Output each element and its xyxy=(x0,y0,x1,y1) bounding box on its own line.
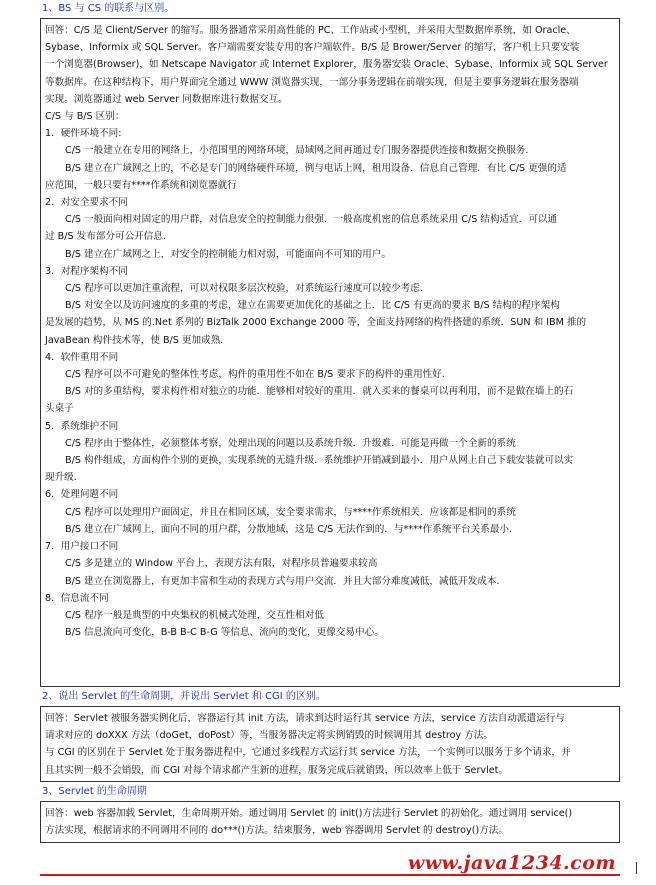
answer-line: C/S 程序由于整体性，必须整体考察，处理出现的问题以及系统升级．升级难．可能是再做一个全新的系统 xyxy=(65,437,516,449)
answer-line: 回答：C/S 是 Client/Server 的缩写。服务器通常采用高性能的 PC、工作站或小型机，并采用大型数据库系统，如 Oracle、 xyxy=(45,25,576,36)
answer-line: 是发展的趋势，从 MS 的.Net 系列的 BizTalk 2000 Exchange 2000 等，全面支持网络的构件搭建的系统．SUN 和 IBM 推的 xyxy=(45,317,587,329)
answer-line: B/S 对安全以及访问速度的多重的考虑，建立在需要更加优化的基础之上．比 C/S 有更高的要求 B/S 结构的程序架构 xyxy=(65,300,560,312)
answer-line: 一个浏览器(Browser)，如 Netscape Navigator 或 Internet Explorer，服务器安装 Oracle、Sybase、Informix 或 SQL Server xyxy=(45,59,608,71)
answer-line: 头桌子 xyxy=(45,403,74,415)
answer-line: 方法实现，根据请求的不同调用不同的 do***()方法。结束服务，web 容器调用 Servlet 的 destroy()方法。 xyxy=(45,825,508,837)
answer-line: C/S 程序可以更加注重流程，可以对权限多层次校验，对系统运行速度可以较少考虑. xyxy=(65,283,423,295)
answer-line: B/S 构件组成，方面构件个别的更换，实现系统的无缝升级．系统维护开销减到最小．用户从网上自己下载安装就可以实 xyxy=(65,455,574,467)
answer-line: B/S 建立在广域网之上，对安全的控制能力相对弱，可能面向不可知的用户。 xyxy=(65,248,391,260)
footer-divider xyxy=(40,874,620,876)
answer-line: C/S 程序可以处理用户面固定，并且在相同区域，安全要求需求，与****作系统相关．应该都是相同的系统 xyxy=(65,506,516,518)
answer-line: 回答：web 容器加载 Servlet，生命周期开始。通过调用 Servlet 的 init()方法进行 Servlet 的初始化。通过调用 service() xyxy=(45,808,573,819)
section-heading: 7．用户接口不同 xyxy=(45,541,119,553)
section-heading: 3．对程序架构不同 xyxy=(45,265,128,277)
answer-line: 等数据库。在这种结构下，用户界面完全通过 WWW 浏览器实现，一部分事务逻辑在前端实现，但是主要事务逻辑在服务器端 xyxy=(45,76,579,88)
answer-line: 过 B/S 发布部分可公开信息. xyxy=(45,231,166,243)
answer-line: 回答：Servlet 被服务器实例化后，容器运行其 init 方法，请求到达时运行其 service 方法，service 方法自动派遣运行与 xyxy=(45,713,565,724)
answer-line: 现升级. xyxy=(45,472,77,484)
answer-line: C/S 程序一般是典型的中央集权的机械式处理，交互性相对低 xyxy=(65,609,324,621)
section-heading: 6．处理问题不同 xyxy=(45,489,119,501)
section-heading: 4．软件重用不同 xyxy=(45,351,119,363)
answer-line: C/S 与 B/S 区别： xyxy=(45,111,125,123)
section-heading: 8．信息流不同 xyxy=(45,592,109,604)
page-tick-mark xyxy=(636,862,637,874)
site-url-watermark: www.java1234.com xyxy=(407,852,616,874)
section-heading: 1．硬件环境不同: xyxy=(45,128,122,140)
answer-line: B/S 对的多重结构，要求构件相对独立的功能．能够相对较好的重用．就入买来的餐桌可以再利用，而不是做在墙上的石 xyxy=(65,386,574,398)
answer-line: B/S 建立在浏览器上，有更加丰富和生动的表现方式与用户交流．并且大部分难度减低，减低开发成本. xyxy=(65,575,500,587)
answer-2-box xyxy=(40,706,620,782)
answer-line: 与 CGI 的区别在于 Servlet 处于服务器进程中，它通过多线程方式运行其 service 方法，一个实例可以服务于多个请求，并 xyxy=(45,747,571,759)
answer-3-box xyxy=(40,801,620,843)
answer-line: Sybase、Informix 或 SQL Server。客户端需要安装专用的客户端软件。B/S 是 Brower/Server 的缩写，客户机上只要安装 xyxy=(45,42,580,54)
question-2-title: 2、说出 Servlet 的生命周期，并说出 Servlet 和 CGI 的区别。 xyxy=(42,691,326,702)
question-3-title: 3、Servlet 的生命周期 xyxy=(42,786,147,797)
answer-line: 且其实例一般不会销毁，而 CGI 对每个请求都产生新的进程，服务完成后就销毁，所以效率上低于 Servlet。 xyxy=(45,764,508,776)
answer-line: C/S 一般建立在专用的网络上，小范围里的网络环境，局域网之间再通过专门服务器提供连接和数据交换服务. xyxy=(65,145,529,157)
section-heading: 5．系统维护不同 xyxy=(45,420,119,432)
answer-line: B/S 信息流向可变化，B-B B-C B-G 等信息、流向的变化，更像交易中心。 xyxy=(65,627,384,639)
answer-line: JavaBean 构件技术等，使 B/S 更加成熟. xyxy=(45,334,224,346)
answer-line: 请求对应的 doXXX 方法（doGet，doPost）等，当服务器决定将实例销毁的时候调用其 destroy 方法。 xyxy=(45,730,493,742)
answer-line: B/S 建立在广域网上，面向不同的用户群，分散地域，这是 C/S 无法作到的．与****作系统平台关系最小. xyxy=(65,523,513,535)
answer-line: 实现。浏览器通过 web Server 同数据库进行数据交互。 xyxy=(45,93,288,105)
question-1-title: 1、BS 与 CS 的联系与区别。 xyxy=(42,3,175,14)
answer-line: C/S 多是建立的 Window 平台上，表现方法有限，对程序员普遍要求较高 xyxy=(65,558,378,570)
section-heading: 2．对安全要求不同 xyxy=(45,197,128,209)
answer-line: C/S 一般面向相对固定的用户群，对信息安全的控制能力很强．一般高度机密的信息系统采用 C/S 结构适宜．可以通 xyxy=(65,214,558,226)
answer-line: C/S 程序可以不可避免的整体性考虑，构件的重用性不如在 B/S 要求下的构件的重用性好. xyxy=(65,369,445,381)
answer-line: B/S 建立在广域网之上的，不必是专门的网络硬件环境，例与电话上网，租用设备．信息自己管理．有比 C/S 更强的适 xyxy=(65,162,567,174)
answer-line: 应范围，一般只要有****作系统和浏览器就行 xyxy=(45,179,237,191)
answer-1-box xyxy=(40,18,620,687)
